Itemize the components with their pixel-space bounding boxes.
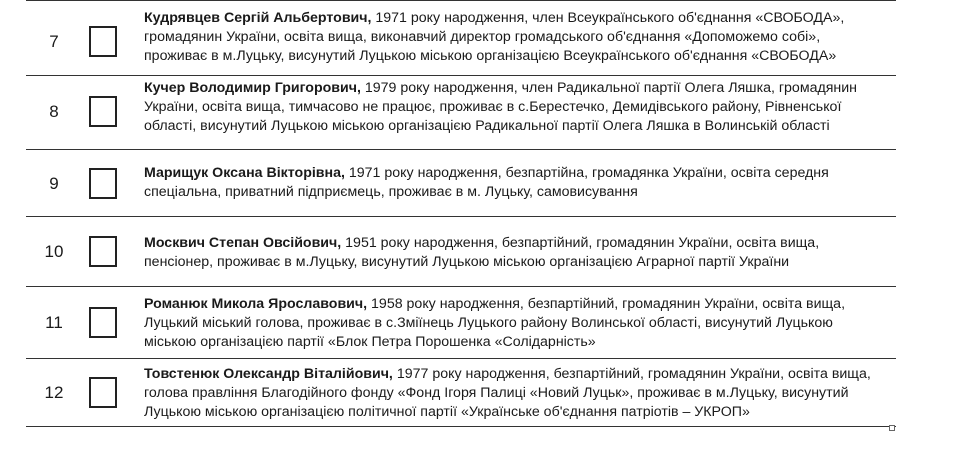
candidate-number: 11 (45, 313, 63, 332)
table-resize-handle[interactable] (889, 425, 895, 431)
candidate-description: 1971 року народження, член Всеукраїнського об'єднання «СВОБОДА», громадянин України, освіта вища, виконавчий директор громадського об'єднання «Допоможемо собі», проживає в м.Луцьку, висунутий Луцькою міською організацією Всеукраїнського об'єднання «СВОБОДА» (144, 10, 845, 64)
candidate-number: 8 (49, 102, 59, 121)
ballot-row (26, 216, 896, 287)
vote-checkbox[interactable] (89, 168, 117, 199)
candidate-text (144, 295, 884, 352)
candidate-description: 1951 року народження, безпартійний, громадянин України, освіта вища, пенсіонер, проживає в м.Луцьку, висунутий Луцькою міською організацією Аграрної партії України (144, 235, 820, 270)
candidate-number: 12 (44, 383, 64, 402)
candidate-text (144, 164, 884, 202)
candidate-name: Москвич Степан Овсійович, (144, 235, 342, 251)
vote-checkbox[interactable] (89, 377, 117, 408)
candidate-description: 1958 року народження, безпартійний, громадянин України, освіта вища, Луцький міський голова, проживає в с.Зміїнець Луцького району Волинської області, висунутий Луцькою міською організацією партії «Блок Петра Порошенка «Солідарність» (144, 296, 846, 350)
candidate-description: 1971 року народження, безпартійна, громадянка України, освіта середня спеціальна, приватний підприємець, проживає в м. Луцьку, самовисування (144, 165, 829, 200)
candidate-text (144, 9, 884, 66)
vote-checkbox[interactable] (89, 236, 117, 267)
candidate-name: Кучер Володимир Григорович, (144, 80, 361, 96)
candidate-description: 1977 року народження, безпартійний, громадянин України, освіта вища, голова правління Благодійного фонду «Фонд Ігоря Палиці «Новий Луцьк», проживає в м.Луцьку, висунутий Луцькою міською організацією політичної партії «Українське об'єднання патріотів – УКРОП» (144, 366, 871, 420)
candidate-name: Романюк Микола Ярославович, (144, 296, 368, 312)
candidate-text (144, 79, 884, 136)
candidate-number: 10 (44, 242, 64, 261)
ballot-row (26, 358, 896, 427)
candidate-number: 7 (49, 32, 59, 51)
candidate-name: Марищук Оксана Вікторівна, (144, 165, 345, 181)
candidate-name: Товстенюк Олександр Віталійович, (144, 366, 393, 382)
candidate-text (144, 234, 884, 272)
vote-checkbox[interactable] (89, 96, 117, 127)
candidate-number: 9 (49, 174, 59, 193)
ballot-row (26, 75, 896, 150)
vote-checkbox[interactable] (89, 26, 117, 57)
vote-checkbox[interactable] (89, 307, 117, 338)
candidate-description: 1979 року народження, член Радикальної партії Олега Ляшка, громадянин України, освіта вища, тимчасово не працює, проживає в с.Берестечко, Демидівського району, Рівненської області, висунутий Луцькою міською організацією Радикальної партії Олега Ляшка в Волинській області (144, 80, 858, 134)
candidate-name: Кудрявцев Сергій Альбертович, (144, 10, 372, 26)
ballot-row (26, 0, 896, 76)
candidate-text (144, 365, 884, 422)
ballot-row (26, 149, 896, 217)
ballot-row (26, 286, 896, 359)
